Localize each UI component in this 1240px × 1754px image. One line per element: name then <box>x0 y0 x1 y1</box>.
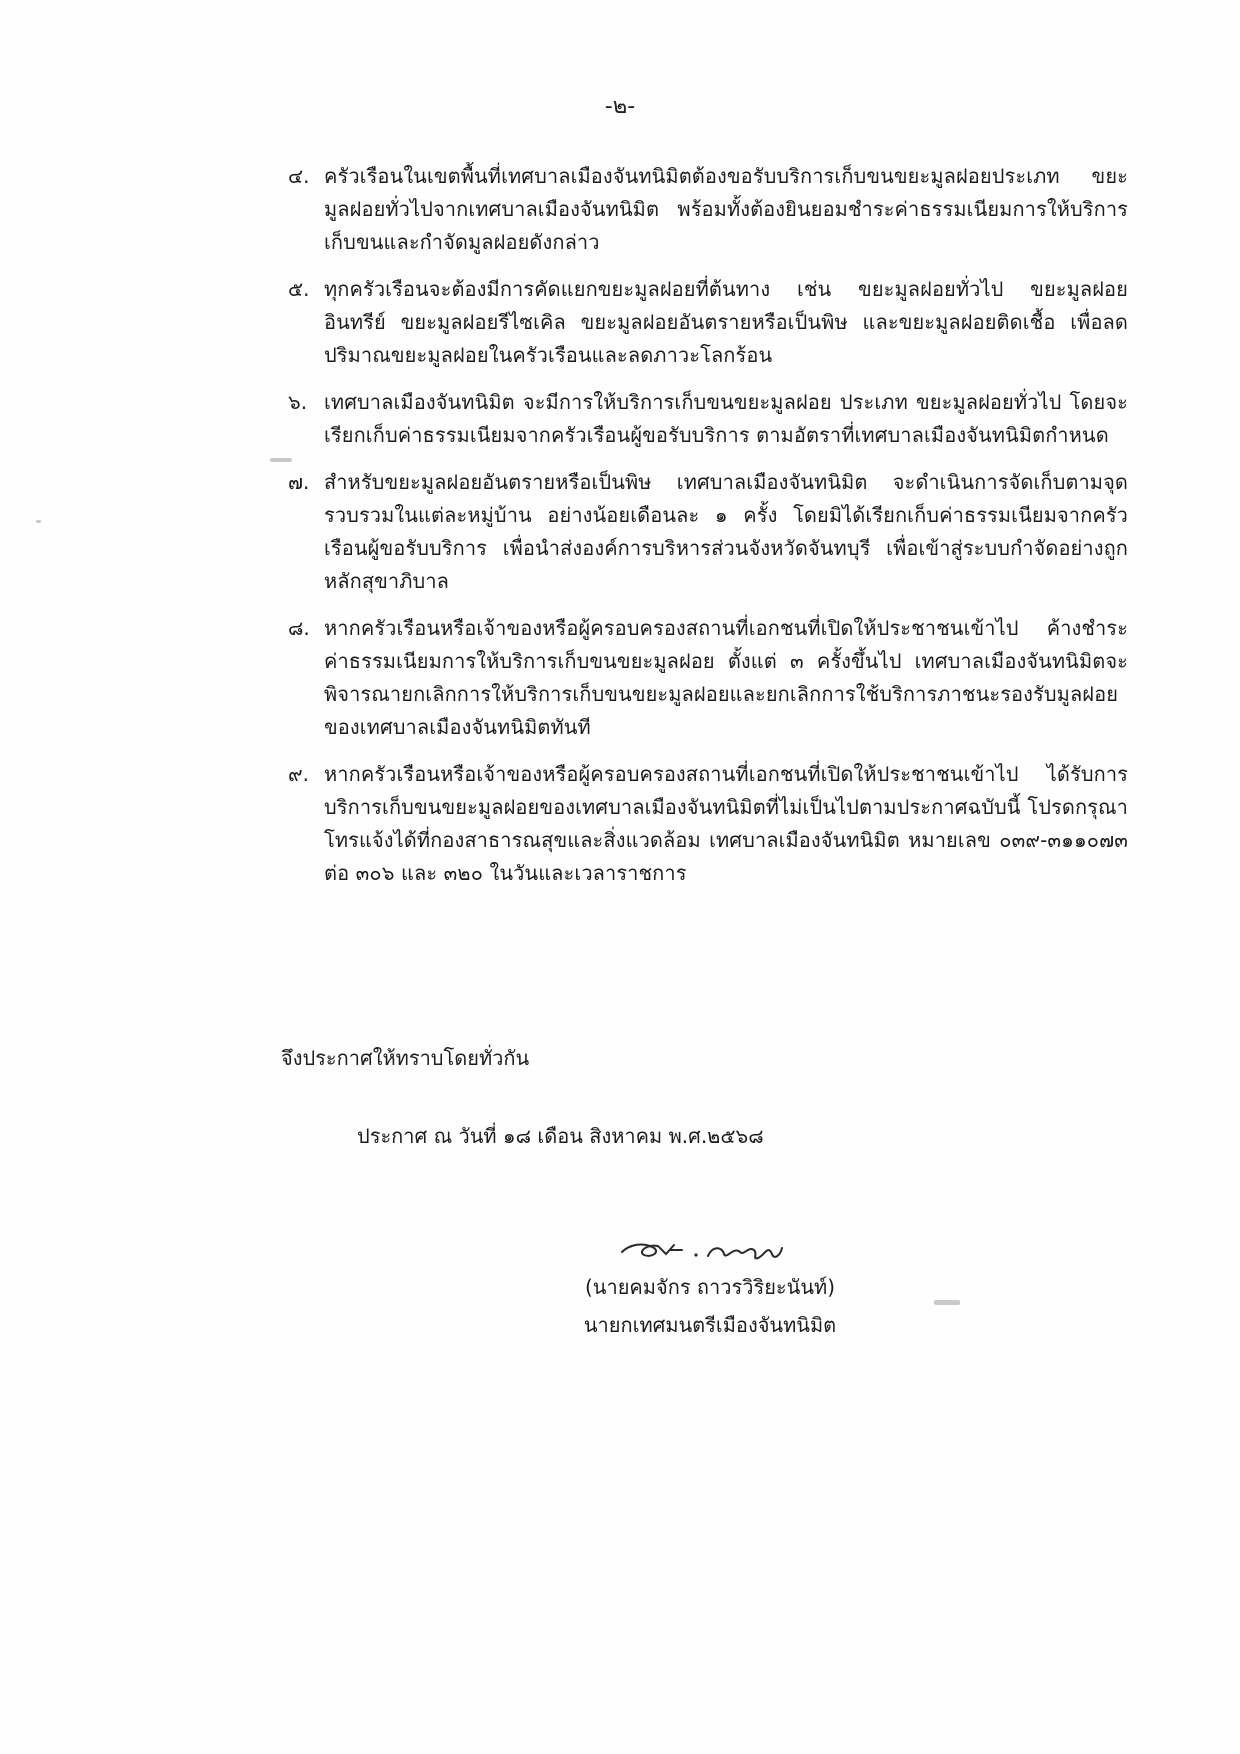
item-number: ๕. <box>288 277 310 301</box>
closing-statement: จึงประกาศให้ทราบโดยทั่วกัน <box>281 1046 530 1070</box>
item-text: สำหรับขยะมูลฝอยอันตรายหรือเป็นพิษ เทศบาลเมืองจันทนิมิต จะดำเนินการจัดเก็บตามจุดรวบรวมในแต่ละหมู่บ้าน อย่างน้อยเดือนละ ๑ ครั้ง โดยมิได้เรียกเก็บค่าธรรมเนียมจากครัวเรือนผู้ขอรับบริการ เพื่อนำส่งองค์การบริหารส่วนจังหวัดจันทบุรี เพื่อเข้าสู่ระบบกำจัดอย่างถูกหลักสุขาภิบาล <box>324 470 1128 593</box>
item-text: ครัวเรือนในเขตพื้นที่เทศบาลเมืองจันทนิมิตต้องขอรับบริการเก็บขนขยะมูลฝอยประเภท ขยะมูลฝอยทั่วไปจากเทศบาลเมืองจันทนิมิต พร้อมทั้งต้องยินยอมชำระค่าธรรมเนียมการให้บริการเก็บขนและกำจัดมูลฝอยดังกล่าว <box>324 164 1128 254</box>
list-item <box>288 273 1128 372</box>
item-number: ๖. <box>288 390 308 414</box>
list-item <box>288 466 1128 598</box>
list-item <box>288 612 1128 744</box>
scan-speck <box>36 520 41 523</box>
announcement-date: ประกาศ ณ วันที่ ๑๘ เดือน สิงหาคม พ.ศ.๒๕๖๘ <box>357 1124 764 1148</box>
page-number: -๒- <box>604 94 636 119</box>
item-text: หากครัวเรือนหรือเจ้าของหรือผู้ครอบครองสถานที่เอกชนที่เปิดให้ประชาชนเข้าไป ได้รับการบริการเก็บขนขยะมูลฝอยของเทศบาลเมืองจันทนิมิตที่ไม่เป็นไปตามประกาศฉบับนี้ โปรดกรุณาโทรแจ้งได้ที่กองสาธารณสุขและสิ่งแวดล้อม เทศบาลเมืองจันทนิมิต หมายเลข ๐๓๙-๓๑๑๐๗๓ ต่อ ๓๐๖ และ ๓๒๐ ในวันและเวลาราชการ <box>324 762 1128 885</box>
item-text: หากครัวเรือนหรือเจ้าของหรือผู้ครอบครองสถานที่เอกชนที่เปิดให้ประชาชนเข้าไป ค้างชำระค่าธรรมเนียมการให้บริการเก็บขนขยะมูลฝอย ตั้งแต่ ๓ ครั้งขึ้นไป เทศบาลเมืองจันทนิมิตจะพิจารณายกเลิกการให้บริการเก็บขนขยะมูลฝอยและยกเลิกการใช้บริการภาชนะรองรับมูลฝอยของเทศบาลเมืองจันทนิมิตทันที <box>324 616 1128 739</box>
item-number: ๗. <box>288 470 310 494</box>
scan-speck <box>270 458 292 462</box>
item-number: ๔. <box>288 164 310 188</box>
list-item <box>288 758 1128 890</box>
announcement-items <box>288 160 1128 904</box>
item-number: ๘. <box>288 616 310 640</box>
item-text: เทศบาลเมืองจันทนิมิต จะมีการให้บริการเก็บขนขยะมูลฝอย ประเภท ขยะมูลฝอยทั่วไป โดยจะเรียกเก็บค่าธรรมเนียมจากครัวเรือนผู้ขอรับบริการ ตามอัตราที่เทศบาลเมืองจันทนิมิตกำหนด <box>324 390 1128 447</box>
list-item <box>288 386 1128 452</box>
item-text: ทุกครัวเรือนจะต้องมีการคัดแยกขยะมูลฝอยที่ต้นทาง เช่น ขยะมูลฝอยทั่วไป ขยะมูลฝอยอินทรีย์ ขยะมูลฝอยรีไซเคิล ขยะมูลฝอยอันตรายหรือเป็นพิษ และขยะมูลฝอยติดเชื้อ เพื่อลดปริมาณขยะมูลฝอยในครัวเรือนและลดภาวะโลกร้อน <box>324 277 1128 367</box>
scan-speck <box>934 1300 960 1305</box>
signature-block <box>560 1228 860 1344</box>
handwritten-signature <box>600 1228 820 1268</box>
signer-title: นายกเทศมนตรีเมืองจันทนิมิต <box>583 1313 837 1337</box>
signer-name: (นายคมจักร ถาวรวิริยะนันท์) <box>585 1275 835 1299</box>
item-number: ๙. <box>288 762 310 786</box>
list-item <box>288 160 1128 259</box>
